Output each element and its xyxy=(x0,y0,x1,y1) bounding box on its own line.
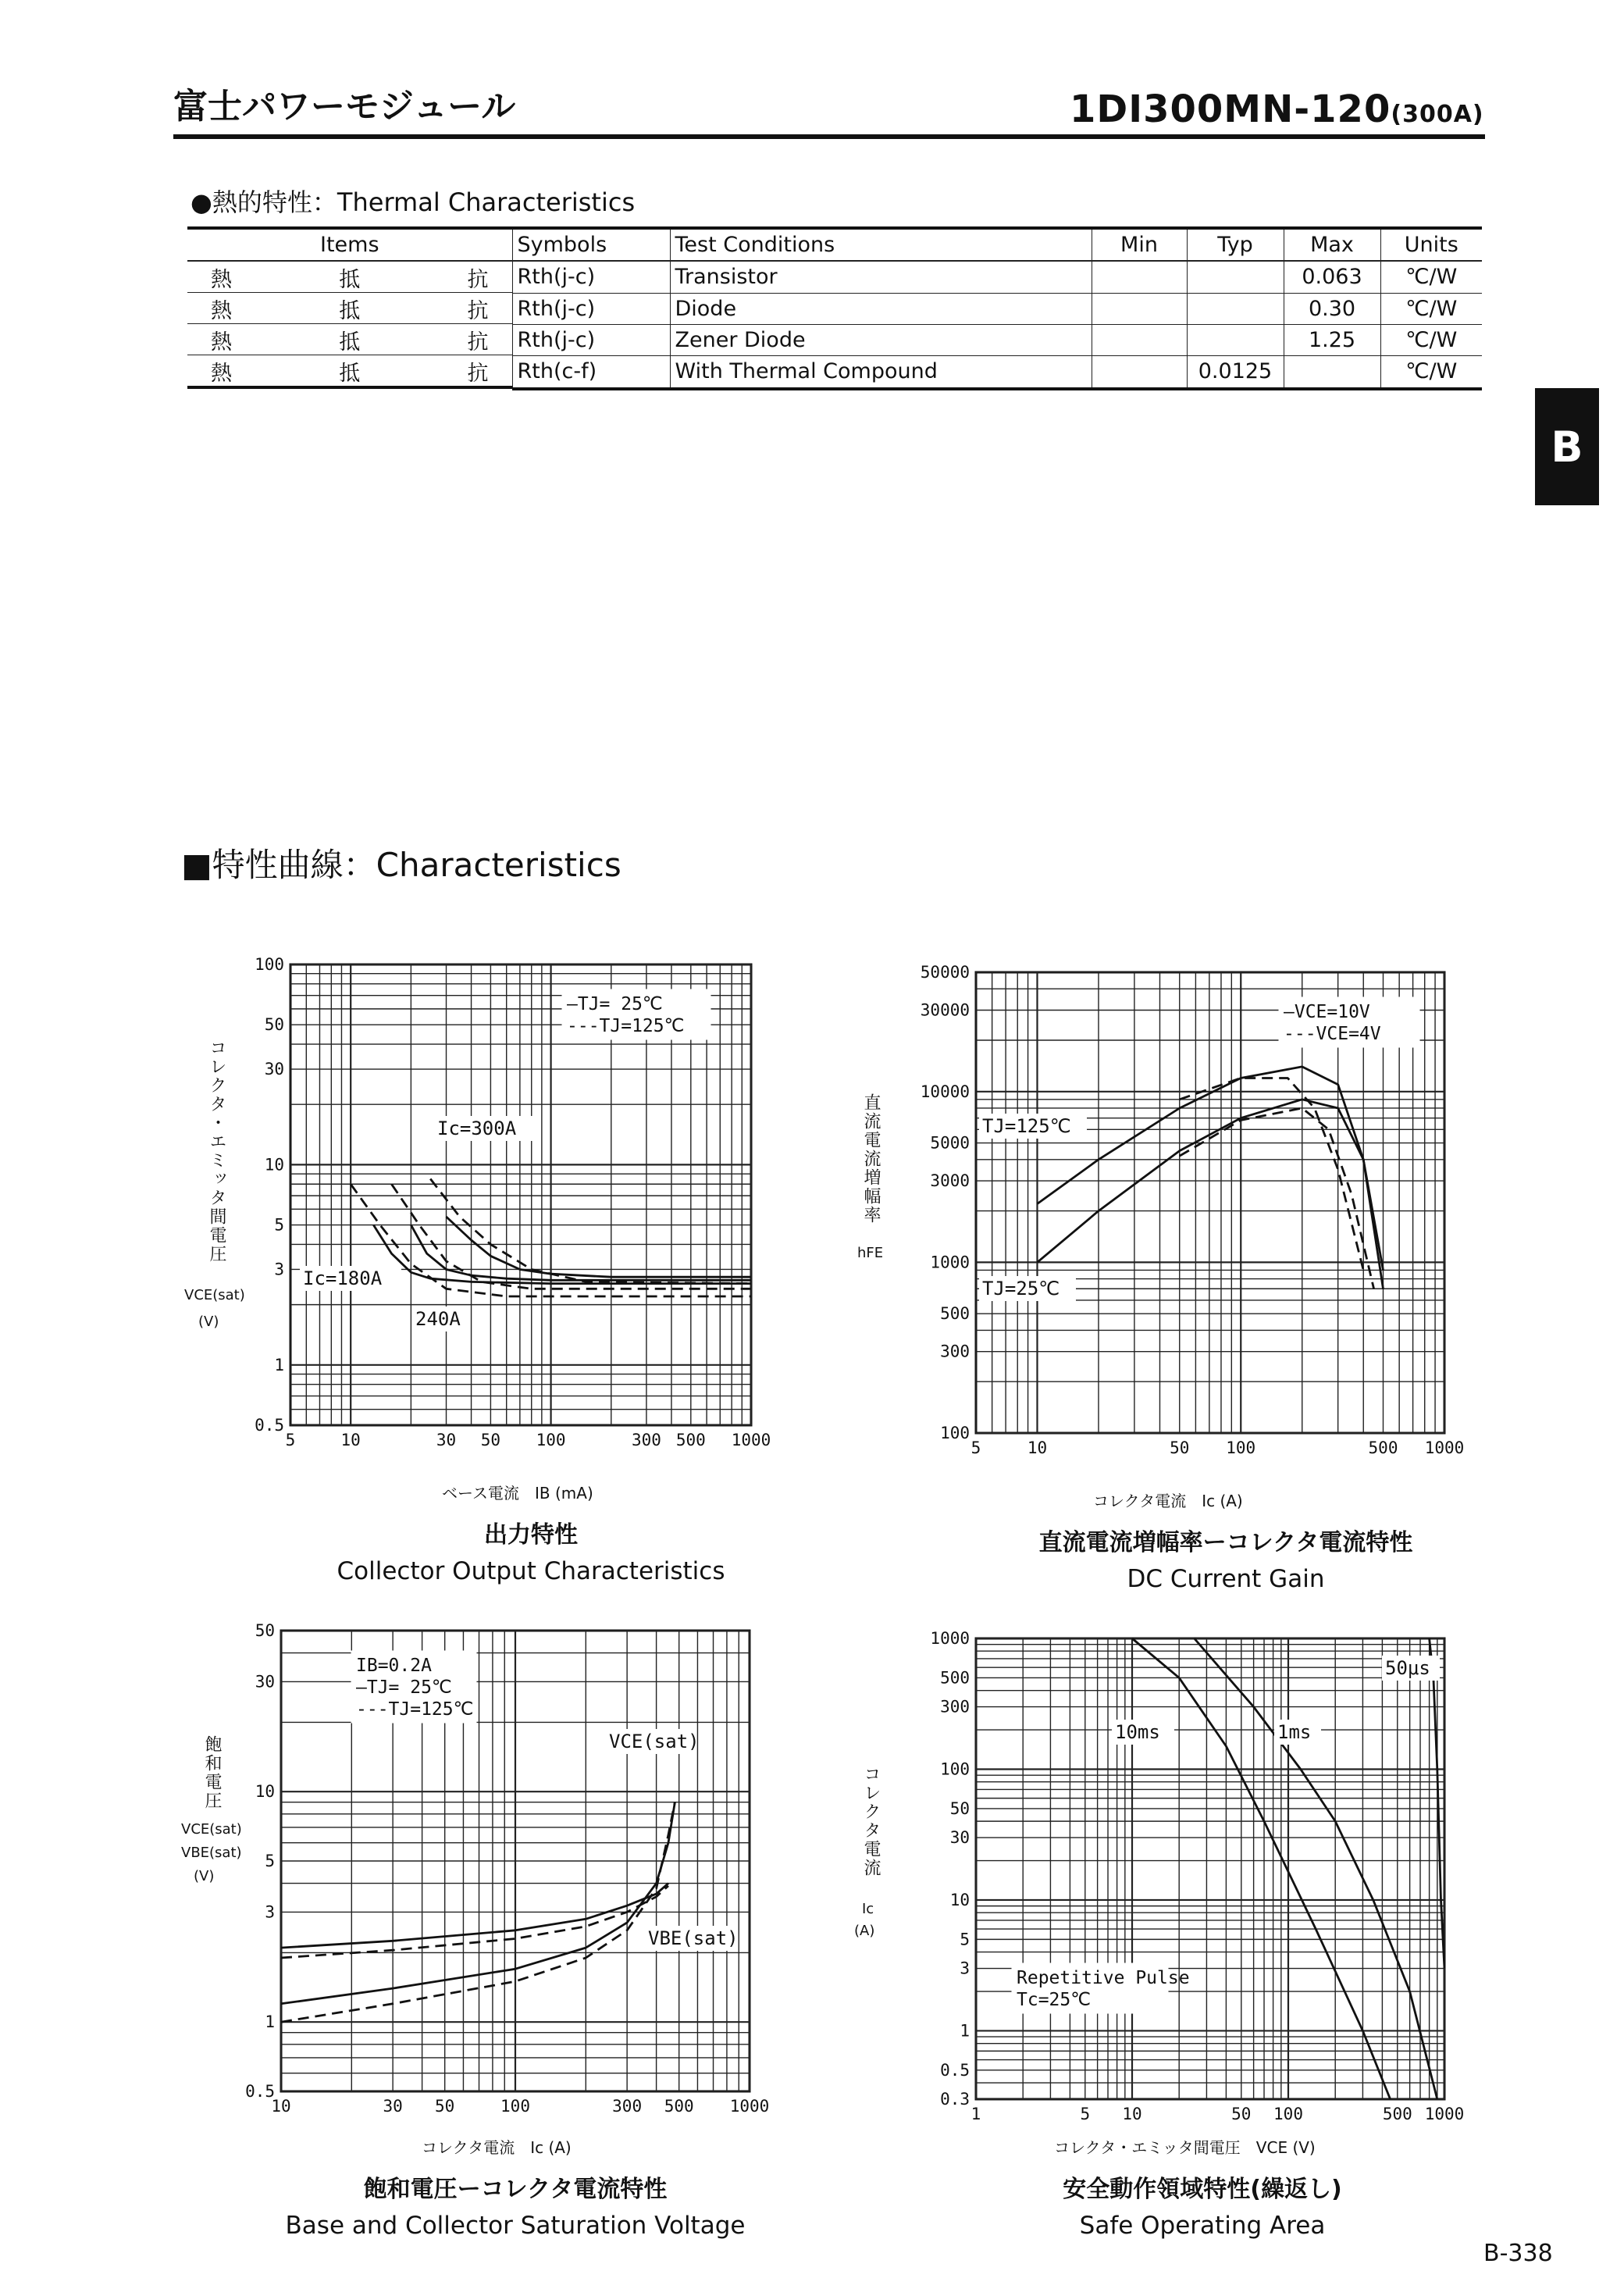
y-tick-label: 50 xyxy=(949,1799,970,1818)
x-tick-label: 5 xyxy=(285,1431,296,1449)
safe-operating-area-chart xyxy=(906,1624,1468,2124)
annotation-label: VBE(sat) xyxy=(648,1927,739,1949)
y-tick-label: 300 xyxy=(940,1697,970,1717)
x-tick-label: 1000 xyxy=(1424,1438,1465,1456)
thermal-header-row xyxy=(187,228,1482,261)
x-tick-label: 1 xyxy=(970,2105,981,2123)
condition-cell: With Thermal Compound xyxy=(670,355,1092,389)
y-tick-label: 5 xyxy=(960,1930,970,1949)
chart2-xlabel: コレクタ電流 Ic (A) xyxy=(1093,1492,1243,1510)
item-char: 熱 xyxy=(211,299,232,323)
header-rule xyxy=(173,134,1485,139)
item-cell xyxy=(187,262,512,293)
min-cell xyxy=(1092,324,1187,355)
chart2-ylabel: hFE xyxy=(857,1245,884,1261)
chart1-title: Collector Output Characteristics xyxy=(337,1557,725,1585)
characteristics-title: ■特性曲線：Characteristics xyxy=(181,846,621,884)
legend-entry: ---TJ=125℃ xyxy=(567,1016,685,1036)
chart3-ylabel-jp: 飽和電圧 xyxy=(202,1735,222,1810)
y-tick-label: 10 xyxy=(949,1890,970,1909)
legend-entry: —VCE=10V xyxy=(1284,1002,1370,1022)
chart3-ylabel2: VBE(sat) xyxy=(181,1845,242,1861)
x-tick-label: 50 xyxy=(435,2097,455,2116)
part-rating: (300A) xyxy=(1391,101,1484,128)
series-line xyxy=(281,1802,675,2004)
dc-current-gain-chart xyxy=(906,957,1468,1456)
chart3-xlabel: コレクタ電流 Ic (A) xyxy=(422,2138,572,2157)
item-char: 抵 xyxy=(339,330,361,355)
x-tick-label: 300 xyxy=(631,1431,661,1449)
x-tick-label: 100 xyxy=(500,2097,530,2116)
y-tick-label: 1 xyxy=(265,2012,275,2032)
series-line xyxy=(281,1884,668,1948)
brand-title: 富士パワーモジュール xyxy=(173,87,516,127)
y-tick-label: 30 xyxy=(949,1828,970,1848)
x-tick-label: 5 xyxy=(970,1438,981,1456)
y-tick-label: 300 xyxy=(940,1342,970,1361)
y-tick-label: 3 xyxy=(265,1902,275,1922)
legend-entry: ---VCE=4V xyxy=(1284,1024,1381,1044)
x-tick-label: 100 xyxy=(536,1431,566,1449)
col-min: Min xyxy=(1092,228,1187,261)
legend-entry: Repetitive Pulse xyxy=(1017,1968,1190,1988)
y-tick-label: 3 xyxy=(274,1260,284,1279)
legend-entry: —TJ= 25℃ xyxy=(567,994,663,1014)
annotation-label: 10ms xyxy=(1115,1721,1160,1743)
item-cell xyxy=(187,355,512,389)
y-tick-label: 100 xyxy=(940,1759,970,1779)
series-line xyxy=(1038,1100,1384,1289)
x-tick-label: 50 xyxy=(1231,2105,1252,2123)
chart1-ylabel-jp: コレクタ・エミッタ間電圧 xyxy=(207,1039,226,1264)
thermal-row xyxy=(187,261,1482,293)
part-number-text: 1DI300MN-120 xyxy=(1070,87,1391,131)
unit-cell: ℃/W xyxy=(1380,293,1482,324)
item-char: 抗 xyxy=(467,299,489,323)
chart4-ylabel: Ic xyxy=(862,1901,874,1917)
y-tick-label: 0.5 xyxy=(245,2082,275,2101)
col-units: Units xyxy=(1380,228,1482,261)
y-tick-label: 50 xyxy=(264,1015,284,1035)
chart2-title: DC Current Gain xyxy=(1127,1565,1325,1593)
y-tick-label: 1 xyxy=(960,2021,970,2041)
item-char: 抵 xyxy=(339,362,361,386)
series-line xyxy=(430,1179,751,1284)
chart1-yunit: (V) xyxy=(198,1314,219,1330)
y-tick-label: 10000 xyxy=(920,1082,970,1101)
x-tick-label: 500 xyxy=(1382,2105,1412,2123)
item-char: 熱 xyxy=(211,362,232,386)
unit-cell: ℃/W xyxy=(1380,324,1482,355)
section-tab: B xyxy=(1535,388,1599,505)
y-tick-label: 100 xyxy=(940,1424,970,1442)
x-tick-label: 500 xyxy=(675,1431,706,1449)
y-tick-label: 500 xyxy=(940,1304,970,1324)
thermal-row xyxy=(187,293,1482,324)
page-number: B-338 xyxy=(1483,2240,1553,2267)
x-tick-label: 50 xyxy=(1170,1438,1190,1456)
thermal-row xyxy=(187,324,1482,355)
legend-entry: ---TJ=125℃ xyxy=(356,1699,474,1720)
saturation-voltage-chart xyxy=(234,1617,781,2124)
x-tick-label: 50 xyxy=(480,1431,501,1449)
annotation-label: Ic=180A xyxy=(303,1267,383,1289)
item-cell xyxy=(187,324,512,355)
x-tick-label: 10 xyxy=(271,2097,291,2116)
chart3-ylabel: VCE(sat) xyxy=(181,1821,242,1838)
condition-cell: Transistor xyxy=(670,261,1092,293)
series-line xyxy=(281,1886,668,1958)
y-tick-label: 1000 xyxy=(930,1629,970,1648)
chart3-title: Base and Collector Saturation Voltage xyxy=(285,2212,746,2240)
y-tick-label: 30 xyxy=(255,1672,275,1692)
chart4-title: Safe Operating Area xyxy=(1079,2212,1326,2240)
x-tick-label: 100 xyxy=(1226,1438,1256,1456)
y-tick-label: 5000 xyxy=(930,1133,970,1153)
annotation-label: TJ=125℃ xyxy=(982,1115,1071,1137)
item-char: 抵 xyxy=(339,299,361,323)
item-char: 抗 xyxy=(467,330,489,355)
symbol-cell: Rth(j-c) xyxy=(512,324,670,355)
y-tick-label: 1000 xyxy=(930,1253,970,1272)
item-char: 熱 xyxy=(211,268,232,292)
y-tick-label: 10 xyxy=(255,1782,275,1802)
col-typ: Typ xyxy=(1187,228,1284,261)
col-symbols: Symbols xyxy=(512,228,670,261)
typ-cell xyxy=(1187,293,1284,324)
series-line xyxy=(1038,1067,1384,1271)
x-tick-label: 1000 xyxy=(729,2097,770,2116)
x-tick-label: 30 xyxy=(436,1431,457,1449)
annotation-label: Ic=300A xyxy=(437,1118,517,1139)
x-tick-label: 500 xyxy=(1368,1438,1398,1456)
chart4-title-jp: 安全動作領域特性(繰返し) xyxy=(1063,2176,1342,2203)
item-char: 抗 xyxy=(467,362,489,386)
x-tick-label: 10 xyxy=(1027,1438,1048,1456)
chart3-title-jp: 飽和電圧ーコレクタ電流特性 xyxy=(363,2176,668,2203)
thermal-section-title: ●熱的特性：Thermal Characteristics xyxy=(191,187,636,217)
chart4-yunit: (A) xyxy=(854,1923,875,1939)
chart1-xlabel: ベース電流 IB (mA) xyxy=(442,1484,593,1503)
symbol-cell: Rth(c-f) xyxy=(512,355,670,389)
typ-cell: 0.0125 xyxy=(1187,355,1284,389)
item-cell xyxy=(187,293,512,324)
chart1-ylabel: VCE(sat) xyxy=(184,1287,245,1303)
x-tick-label: 10 xyxy=(340,1431,361,1449)
y-tick-label: 30000 xyxy=(920,1000,970,1020)
max-cell: 0.063 xyxy=(1284,261,1380,293)
y-tick-label: 50 xyxy=(255,1621,275,1640)
thermal-body xyxy=(187,261,1482,389)
series-line xyxy=(447,1217,752,1277)
typ-cell xyxy=(1187,324,1284,355)
chart2-title-jp: 直流電流増幅率ーコレクタ電流特性 xyxy=(1038,1529,1413,1556)
y-tick-label: 0.5 xyxy=(940,2060,970,2080)
y-tick-label: 500 xyxy=(940,1668,970,1688)
y-tick-label: 5 xyxy=(274,1215,284,1235)
item-char: 抗 xyxy=(467,268,489,292)
unit-cell: ℃/W xyxy=(1380,355,1482,389)
chart4-xlabel: コレクタ・エミッタ間電圧 VCE (V) xyxy=(1054,2138,1316,2157)
annotation-label: 50μs xyxy=(1385,1657,1430,1679)
chart2-caption xyxy=(953,1523,1499,1593)
x-tick-label: 5 xyxy=(1080,2105,1091,2123)
chart3-caption xyxy=(242,2169,789,2240)
annotation-label: 1ms xyxy=(1277,1721,1312,1743)
x-tick-label: 1000 xyxy=(731,1431,771,1449)
annotation-label: VCE(sat) xyxy=(609,1731,700,1752)
x-tick-label: 300 xyxy=(612,2097,643,2116)
col-max: Max xyxy=(1284,228,1380,261)
y-tick-label: 0.5 xyxy=(255,1416,284,1435)
part-number xyxy=(1070,87,1484,131)
y-tick-label: 1 xyxy=(274,1355,284,1374)
typ-cell xyxy=(1187,261,1284,293)
legend-entry: Tc=25℃ xyxy=(1017,1990,1092,2010)
chart3-yunit: (V) xyxy=(194,1868,215,1884)
x-tick-label: 500 xyxy=(664,2097,694,2116)
chart2-ylabel-jp: 直流電流増幅率 xyxy=(861,1093,881,1225)
condition-cell: Zener Diode xyxy=(670,324,1092,355)
y-tick-label: 5 xyxy=(265,1852,275,1870)
x-tick-label: 30 xyxy=(383,2097,403,2116)
x-tick-label: 10 xyxy=(1122,2105,1142,2123)
condition-cell: Diode xyxy=(670,293,1092,324)
thermal-row xyxy=(187,355,1482,389)
chart4-caption xyxy=(929,2169,1476,2240)
chart4-ylabel-jp: コレクタ電流 xyxy=(861,1765,881,1877)
y-tick-label: 3000 xyxy=(930,1171,970,1191)
max-cell: 1.25 xyxy=(1284,324,1380,355)
chart1-caption xyxy=(258,1515,804,1585)
symbol-cell: Rth(j-c) xyxy=(512,293,670,324)
col-items: Items xyxy=(187,228,512,261)
thermal-table xyxy=(187,226,1482,390)
min-cell xyxy=(1092,355,1187,389)
y-tick-label: 100 xyxy=(255,955,284,974)
y-tick-label: 3 xyxy=(960,1959,970,1978)
item-char: 熱 xyxy=(211,330,232,355)
series-line xyxy=(411,1225,751,1281)
x-tick-label: 100 xyxy=(1273,2105,1303,2123)
y-tick-label: 0.3 xyxy=(940,2090,970,2109)
y-tick-label: 10 xyxy=(264,1155,284,1175)
max-cell: 0.30 xyxy=(1284,293,1380,324)
col-test-conditions: Test Conditions xyxy=(670,228,1092,261)
min-cell xyxy=(1092,293,1187,324)
annotation-label: TJ=25℃ xyxy=(982,1278,1060,1299)
annotation-label: 240A xyxy=(415,1308,461,1330)
min-cell xyxy=(1092,261,1187,293)
collector-output-chart xyxy=(234,949,781,1449)
legend-entry: —TJ= 25℃ xyxy=(356,1677,452,1698)
symbol-cell: Rth(j-c) xyxy=(512,261,670,293)
y-tick-label: 50000 xyxy=(920,963,970,982)
x-tick-label: 1000 xyxy=(1424,2105,1465,2123)
unit-cell: ℃/W xyxy=(1380,261,1482,293)
legend-entry: IB=0.2A xyxy=(356,1656,432,1676)
max-cell xyxy=(1284,355,1380,389)
chart1-title-jp: 出力特性 xyxy=(484,1521,578,1549)
item-char: 抵 xyxy=(339,268,361,292)
y-tick-label: 30 xyxy=(264,1060,284,1079)
